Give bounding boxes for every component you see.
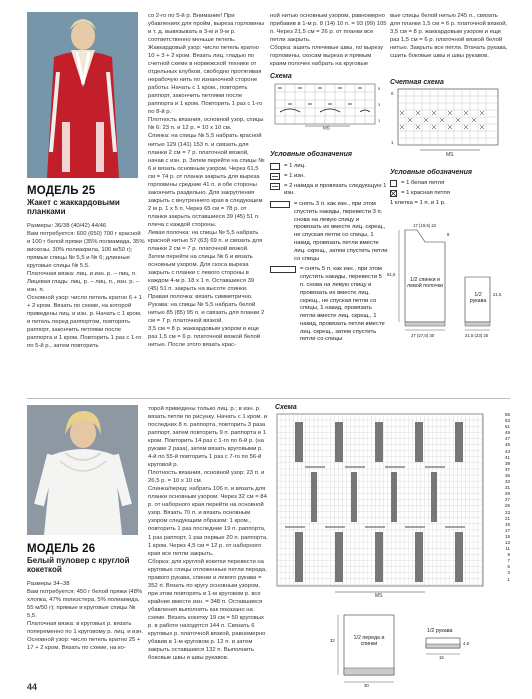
count-legend-scale: 1 клетка = 1 п. и 1 р. [390, 199, 446, 206]
model26-text-col1: Размеры 34–38 Вам потребуется: 450 г белой пряжи (48% хлопка, 47% полиэстера, 5% полиамида, 55 м/50 г); прямые и круговые спицы № 5,5. Платочная вязка: в круговых р. вязать попеременно по 1 круговому р. лиц. и изн. Основной узор: число петель кратно 25 + 17 + 2 кром. Вязать по схеме, на ко- [27, 581, 144, 652]
row-number: 53 [504, 418, 510, 424]
dim-label: 21,5 [493, 292, 502, 297]
row-number: 45 [504, 442, 510, 448]
row-number: 3 [507, 570, 510, 576]
model25-text-col4: вые спицы белой нитью 245 п., связать для планки 1,5 см = 6 р. платочной вязкой, 3,5 см = 8 р. жаккардовым узором и еще раз 1,5 см = 6 р. платочной вязкой белой нитью. Закрыть все петли. Втачать рукава, сшить боковые швы и швы рукавов. [390, 13, 508, 60]
model26-stitch-chart [275, 412, 485, 598]
row-number: 23 [504, 509, 510, 515]
model25-schematic-back-label: 1/2 спинки и левой полочки [407, 277, 443, 290]
white-stitch-icon [390, 180, 397, 187]
model25-chart-title: Схема [270, 73, 292, 80]
row-number: 29 [504, 491, 510, 497]
row-number: 5 [507, 564, 510, 570]
model25-legend: = 1 лиц. = 1 изн. = 2 накида и провязать следующую 1 изн. = снять 3 п. как изн., при этом спустить накиды, перевести 3 п. снова на левую спицу и провязать их вместе лиц. скрещ., не спуская петли со спицы, 1 накид, провязать петли вместе лиц. скрещ., затем спустить петли со спицы = снять 5 п. как изн., при этом спустить накиды, перевести 5 п. снова на левую спицу и провязать их вместе лиц. скрещ., не спуская петли со спицы, 1 накид, провязать петли вместе лиц. скрещ., 1 накид, провязать петли вместе лиц. скрещ., затем спустить петли со спицы [270, 163, 388, 346]
model25-text-col2: со 2-го по 5-й р. Внимание! При убавлениях для пройм, выреза горловины и т. д. вывязывать в 3-м и 9-м р. соответственно меньше петель. Жаккардовый узор: число петель кратно 10 + 3 + 2 кром. Вязать лиц. гладью по счетной схеме в норвежской технике от отдельных клубков, свободно протягивая нерабочую нить по изнаночной стороне работы. Начать с 1 кром., повторять раппорт, закончить петлями после раппорта и 1 кром. Повторить 1 раз с 1-го по 8-й р. Плотность вязания, основной узор, спицы № 6: 23 п. и 12 р. = 10 х 10 см. Спинка: на спицы № 5,5 набрать красной нитью 129 (141) 153 п. и связать для планки 2 см = 7 р. платочной вязкой, начав с изн. р. Затем перейти на спицы № 6 и вязать основным узором. Через 61,5 см = 74 р. от планки закрыть для выреза горловины средние 41 п. и обе стороны закончить раздельно. Для закругления закрыть с внутреннего края в следующем 2 м р. 1 х 5 п. Через 65 см = 78 р. от планки закрыть оставшиеся 39 (45) 51 п. плеча с каждой стороны. Левая полочка: на спицы № 5,5 набрать красной нитью 57 (63) 69 п. и связать для планки 2 см = 7 р. платочной вязкой. Затем перейти на спицы № 6 и вязать основным узором. Для скоса выреза закрыть с планки с левого стороны в каждом 4-м р. 18 х 1 п. Оставшиеся 39 (45) 51 п. закрыть на высоте спинки. Правая полочка: вязать симметрично. Рукава: на спицы № 5,5 набрать белой нитью 85 (85) 95 п. и связать для планки 2 см = 7 р. платочной вязкой. 3,5 см = 8 р. жаккардовым узором и еще раз 1,5 см = 6 р. платочной вязкой белой нитью. После этого вязать крас- [148, 13, 265, 349]
svg-text:8: 8 [391, 91, 394, 96]
model26-subtitle: Белый пуловер с круглой кокеткой [27, 556, 130, 575]
section-divider [27, 398, 510, 399]
five-stitch-cluster-icon [270, 266, 296, 273]
row-number: 33 [504, 479, 510, 485]
dim-label: 4,5 [463, 641, 469, 646]
row-number: 19 [504, 521, 510, 527]
row-number: 21 [504, 515, 510, 521]
row-number: 25 [504, 503, 510, 509]
dim-label: 27 (27,5) 30 [411, 333, 435, 338]
row-number: 9 [507, 552, 510, 558]
row-number: 35 [504, 472, 510, 478]
model25-text-col1: Размеры: 36/38 (40/42) 44/46 Вам потребуется: 600 (650) 700 г красной и 100 г белой пряжи (35% полиамида, 35% вискозы, 30% полиакрила, 100 м/50 г); прямые спицы № 5,5 и № 6; длинные круговые спицы № 5,5. Платочная вязка: лиц. и изн. р. – лиц. п. Лицевая гладь: лиц. р. – лиц. п., изн. р. – изн. п. Основной узор: число петель кратно 6 + 1 + 2 кром. Вязать по схеме, на которой приведены лиц. и изн. р. Начать с 1 кром. и петель перед раппортом, повторять раппорт, закончить петлями после раппорта и 1 кром. Повторить 1 раз с 1-го по 5-й р., затем повторить [27, 223, 145, 350]
model26-schematic-sleeve-label: 1/2 рукава [427, 628, 453, 634]
row-number: 55 [504, 412, 510, 417]
model26-pattern-schematic [330, 610, 480, 690]
model25-count-legend: = 1 белая петля = 1 красная петля 1 клетка = 1 п. и 1 р. [390, 180, 510, 207]
dim-label: 61,5 [387, 272, 396, 277]
row-number: 51 [504, 424, 510, 430]
row-number: 39 [504, 460, 510, 466]
svg-text:1: 1 [378, 118, 381, 123]
row-number: 31 [504, 485, 510, 491]
row-number: 11 [505, 546, 510, 552]
row-number: 13 [504, 539, 510, 545]
row-number: 43 [504, 448, 510, 454]
row-number: 17 [504, 527, 510, 533]
row-number: 41 [504, 454, 510, 460]
dim-label: 15 [439, 655, 444, 660]
model26-chart-title: Схема [275, 404, 297, 411]
model26-chart-ms: MS [375, 593, 383, 598]
row-number: 27 [504, 497, 510, 503]
yarn-over-icon [270, 183, 280, 190]
svg-text:MS: MS [446, 152, 454, 158]
dim-label: 17 (19,5) 22 [413, 223, 437, 228]
svg-text:3: 3 [378, 102, 381, 107]
model26-schematic-body-label: 1/2 переда и спинки [353, 635, 385, 648]
row-number: 47 [504, 436, 510, 442]
model25-stitch-chart [270, 82, 385, 130]
dim-label: 32 [330, 638, 335, 643]
row-number: 15 [504, 533, 510, 539]
dim-label: 30 [364, 683, 369, 688]
model25-legend-title: Условные обозначения [270, 151, 353, 158]
row-number: 7 [507, 558, 510, 564]
model26-row-numbers [488, 412, 510, 583]
dim-label: 21,5 (23) 25 [465, 333, 489, 338]
red-stitch-icon [390, 190, 397, 197]
svg-text:5: 5 [378, 86, 381, 91]
model25-subtitle: Жакет с жаккардовыми планками [27, 198, 120, 217]
purl-stitch-icon [270, 173, 280, 180]
dim-label: 8 [447, 232, 450, 237]
svg-text:1: 1 [391, 140, 394, 145]
row-number: 1 [507, 576, 510, 582]
model26-text-col2: торой приведены только лиц. р.; в изн. р. вязать петли по рисунку. Начать с 1 кром. и последних 8 п. раппорта, повторить 3 раза раппорт, затем повторить 9 п. раппорта и 1 кром. Повторить 14 раз с 1-го по 6-й р. (на рукаве 2 раза), затем вязать круговыми р. 4-й по 55-й повторить 1 раз с 7-го по 56-й круговой р. Плотность вязания, основной узор: 23 п. и 26,5 р. = 10 х 10 см. Спинка/перед: набрать 106 п. и вязать для планки основным узором. Через 32 см = 84 р. от наборного края перейти на основной узор. Вязать 70 п. и вязать основным узором следующим образом: 1 кром., повторить 1 раз последние 19 п. раппорта, 1 раз раппорт, 1 раз первые 20 п. раппорта, 1 кром. Через 4,5 см = 12 р. от наборного края все петли закрыть. Сборка: для круглой кокетки перевести на круговые спицы отложенные петли переда, правого рукава, спинки и левого рукава = 352 п. Вязать по кругу основным узором, при этом повторять в 1-м круговом р. все крайние вместе изн. = 348 п. Оставшиеся убавления выполнять как показано на схеме. Вязать кокетку 19 см = 50 круговых р. в работе находятся 144 п. Связать 6 круговых р. платочной вязкой, равномерно убавив в 1-м круговом р. 12 п. и затем закрыть оставшиеся 132 п. Выполнить боковые швы и швы рукавов. [148, 406, 268, 661]
row-number: 49 [504, 430, 510, 436]
model26-photo [27, 405, 138, 535]
row-number: 37 [504, 466, 510, 472]
model25-chart-ms: MS [323, 125, 330, 130]
model25-schematic-sleeve-label: 1/2 рукава [469, 292, 487, 305]
model25-title: МОДЕЛЬ 25 [27, 185, 96, 197]
page-number: 44 [27, 682, 38, 692]
knit-stitch-icon [270, 163, 280, 170]
model25-photo [27, 12, 138, 178]
three-stitch-cluster-icon [270, 201, 290, 208]
model25-text-col3: ной нитью основным узором, равномерно прибавив в 1-м р. 8 (14) 10 п. = 93 (99) 105 п. Через 21,5 см = 26 р. от планки все петли закрыть. Сборка: вшить плечевые швы, по вырезу горловины, скосам выреза и прямым краям полочек набрать на круговые [270, 13, 387, 68]
model25-count-legend-title: Условные обозначения [390, 169, 473, 176]
model25-count-chart-title: Счетная схема [390, 79, 444, 86]
model25-count-chart [390, 87, 510, 159]
model26-title: МОДЕЛЬ 26 [27, 543, 96, 555]
model25-pattern-schematic [385, 222, 513, 372]
